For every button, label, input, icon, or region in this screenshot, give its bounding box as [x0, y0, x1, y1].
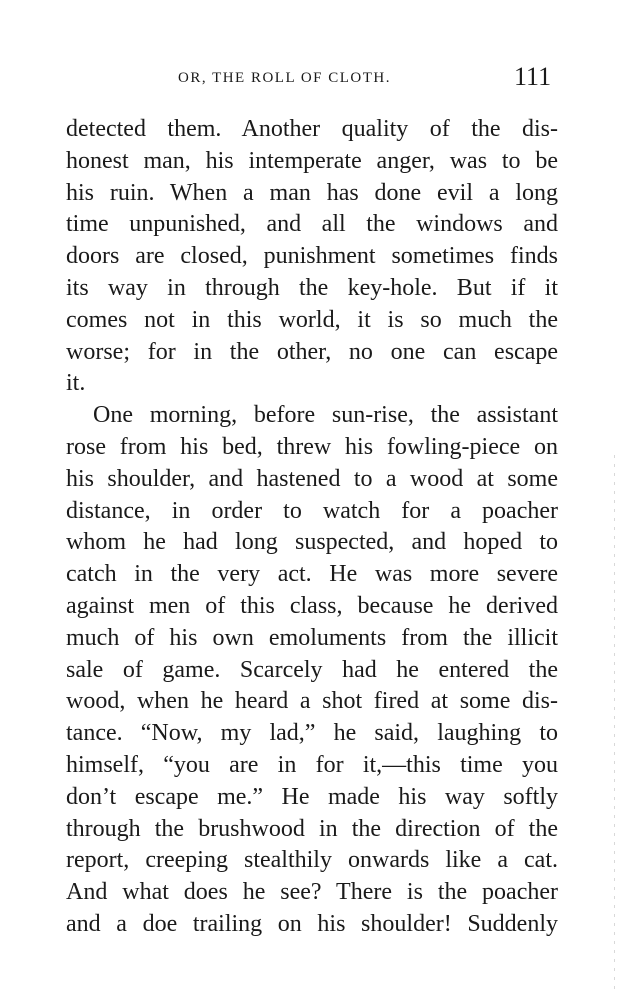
text-line: comes not in this world, it is so much the: [66, 306, 558, 333]
text-line: much of his own emoluments from the illicit: [66, 624, 558, 651]
text-line: don’t escape me.” He made his way softly: [66, 783, 558, 810]
page-number: 111: [514, 62, 552, 91]
text-line: detected them. Another quality of the dis-: [66, 116, 558, 142]
page-header: [0, 62, 634, 96]
text-line: it.: [66, 370, 86, 397]
text-line: distance, in order to watch for a poacher: [66, 497, 558, 524]
text-line: his ruin. When a man has done evil a long: [66, 179, 558, 206]
text-line: tance. “Now, my lad,” he said, laughing to: [66, 720, 558, 747]
text-line: worse; for in the other, no one can escape: [66, 338, 558, 365]
running-title: OR, THE ROLL OF CLOTH.: [178, 70, 391, 86]
paragraph: [66, 400, 558, 941]
text-line: himself, “you are in for it,—this time you: [66, 751, 558, 778]
text-line: report, creeping stealthily onwards like a cat.: [66, 847, 558, 874]
text-line: doors are closed, punishment sometimes finds: [66, 243, 558, 270]
text-line: rose from his bed, threw his fowling-piece on: [66, 433, 558, 460]
text-line: against men of this class, because he derived: [66, 592, 558, 619]
text-line: through the brushwood in the direction of the: [66, 815, 558, 842]
page-edge-shadow: [614, 455, 615, 995]
text-line: its way in through the key-hole. But if it: [66, 274, 558, 301]
text-line: his shoulder, and hastened to a wood at some: [66, 465, 558, 492]
paragraph: [66, 114, 558, 400]
text-line: catch in the very act. He was more severe: [66, 561, 558, 588]
text-line: One morning, before sun-rise, the assistant: [93, 402, 558, 429]
text-line: whom he had long suspected, and hoped to: [66, 529, 558, 556]
text-line: and a doe trailing on his shoulder! Suddenly: [66, 910, 558, 937]
text-line: honest man, his intemperate anger, was to be: [66, 147, 558, 174]
body-text: [66, 114, 558, 941]
text-line: sale of game. Scarcely had he entered the: [66, 656, 558, 683]
text-line: time unpunished, and all the windows and: [66, 211, 558, 238]
text-line: wood, when he heard a shot fired at some dis-: [66, 688, 558, 715]
text-line: And what does he see? There is the poacher: [66, 879, 558, 906]
